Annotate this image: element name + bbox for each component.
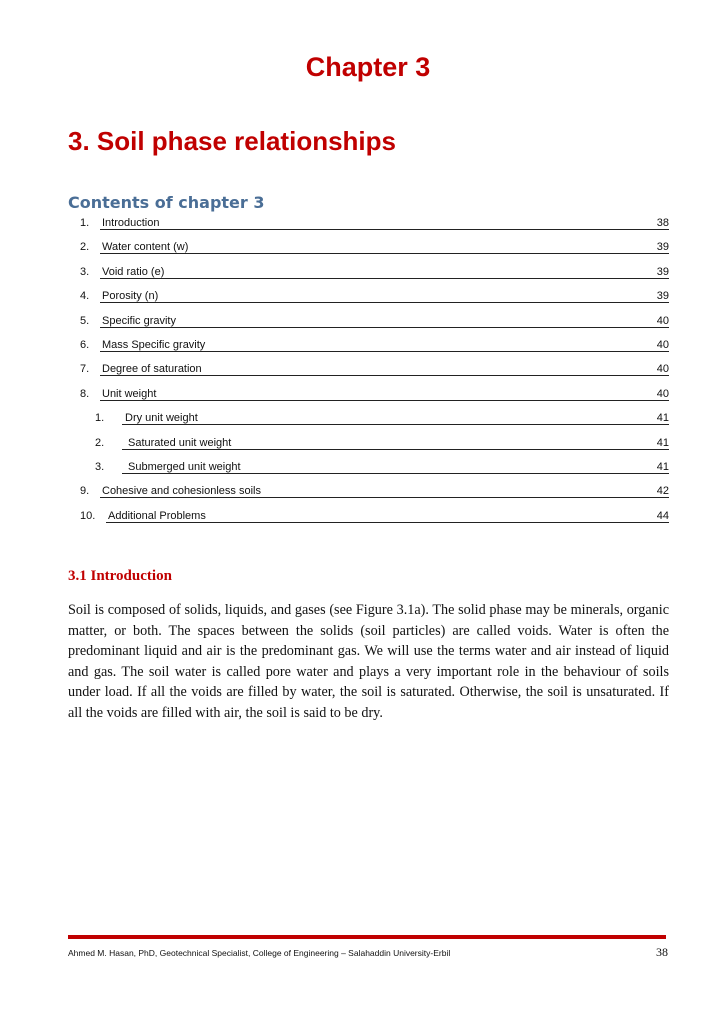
toc-number: 3.	[80, 265, 90, 278]
toc-number: 6.	[80, 338, 90, 351]
toc-page-number: 39	[656, 265, 669, 278]
toc-entry-unit-weight[interactable]	[68, 385, 669, 409]
toc-entry-void-ratio[interactable]	[68, 263, 669, 287]
toc-underline	[122, 473, 669, 474]
toc-link[interactable]: Additional Problems	[108, 509, 206, 522]
toc-number: 7.	[80, 363, 90, 376]
footer-author: Ahmed M. Hasan, PhD, Geotechnical Specialist, College of Engineering – Salahaddin University-Erbil	[68, 948, 451, 958]
toc-entry-submerged-unit-weight[interactable]	[68, 458, 669, 482]
toc-link[interactable]: Unit weight	[102, 387, 157, 400]
toc-page-number: 40	[656, 338, 669, 351]
toc-number: 5.	[80, 314, 90, 327]
toc-page-number: 41	[656, 436, 669, 449]
toc-page-number: 39	[656, 290, 669, 303]
toc-number: 2.	[80, 241, 90, 254]
toc-page-number: 40	[656, 387, 669, 400]
toc-link[interactable]: Submerged unit weight	[128, 460, 241, 473]
toc-entry-additional-problems[interactable]	[68, 507, 669, 531]
toc-entry-mass-specific-gravity[interactable]	[68, 336, 669, 360]
toc-heading: Contents of chapter 3	[68, 193, 265, 212]
toc-page-number: 40	[656, 314, 669, 327]
toc-number: 10.	[80, 509, 96, 522]
toc-entry-saturated-unit-weight[interactable]	[68, 434, 669, 458]
toc-number: 3.	[95, 460, 105, 473]
toc-page-number: 40	[656, 363, 669, 376]
toc-page-number: 38	[656, 217, 669, 229]
toc-page-number: 41	[656, 460, 669, 473]
toc-page-number: 39	[656, 241, 669, 254]
toc-entry-porosity[interactable]	[68, 287, 669, 311]
toc-underline	[100, 278, 669, 279]
toc-link[interactable]: Water content (w)	[102, 241, 189, 254]
intro-heading: 3.1 Introduction	[68, 568, 172, 584]
chapter-title: Chapter 3	[305, 52, 431, 82]
toc-number: 4.	[80, 290, 90, 303]
toc-number: 2.	[95, 436, 105, 449]
toc-link[interactable]: Porosity (n)	[102, 290, 159, 303]
toc-underline	[100, 375, 669, 376]
toc-page-number: 44	[656, 509, 669, 522]
toc-entry-water-content[interactable]	[68, 238, 669, 262]
toc-entry-dry-unit-weight[interactable]	[68, 409, 669, 433]
toc-underline	[122, 424, 669, 425]
toc-number: 1.	[95, 412, 105, 425]
footer-divider	[68, 935, 666, 939]
toc-underline	[100, 351, 669, 352]
toc-underline	[100, 497, 669, 498]
toc-link[interactable]: Specific gravity	[102, 314, 176, 327]
toc-entry-specific-gravity[interactable]	[68, 312, 669, 336]
intro-paragraph: Soil is composed of solids, liquids, and gases (see Figure 3.1a). The solid phase may be minerals, organic matter, or both. The spaces between the solids (soil particles) are called voids. Water is often the predominant liquid and air is the predominant gas. We will use the terms water and air instead of liquid and gas. The soil water is called pore water and plays a very important role in the behaviour of soils under load. If all the voids are filled by water, the soil is saturated. Otherwise, the soil is unsaturated. If all the voids are filled with air, the soil is said to be dry.	[68, 602, 669, 721]
toc-number: 8.	[80, 387, 90, 400]
toc-link[interactable]: Mass Specific gravity	[102, 338, 206, 351]
toc-underline	[100, 253, 669, 254]
table-of-contents	[68, 214, 669, 531]
toc-underline	[100, 302, 669, 303]
toc-link[interactable]: Degree of saturation	[102, 363, 202, 376]
toc-number: 9.	[80, 485, 90, 498]
toc-underline	[122, 449, 669, 450]
toc-entry-introduction[interactable]	[68, 214, 669, 238]
toc-underline	[100, 229, 669, 230]
toc-page-number: 42	[656, 485, 669, 498]
toc-link[interactable]: Introduction	[102, 217, 160, 229]
toc-number: 1.	[80, 217, 90, 229]
toc-link[interactable]: Void ratio (e)	[102, 265, 165, 278]
toc-link[interactable]: Dry unit weight	[125, 412, 198, 425]
toc-link[interactable]: Cohesive and cohesionless soils	[102, 485, 261, 498]
toc-page-number: 41	[656, 412, 669, 425]
toc-underline	[100, 400, 669, 401]
toc-underline	[100, 327, 669, 328]
toc-underline	[106, 522, 669, 523]
toc-entry-degree-of-saturation[interactable]	[68, 360, 669, 384]
toc-link[interactable]: Saturated unit weight	[128, 436, 232, 449]
toc-entry-cohesive-soils[interactable]	[68, 482, 669, 506]
section-title: 3. Soil phase relationships	[68, 126, 396, 156]
page-number: 38	[656, 945, 668, 959]
